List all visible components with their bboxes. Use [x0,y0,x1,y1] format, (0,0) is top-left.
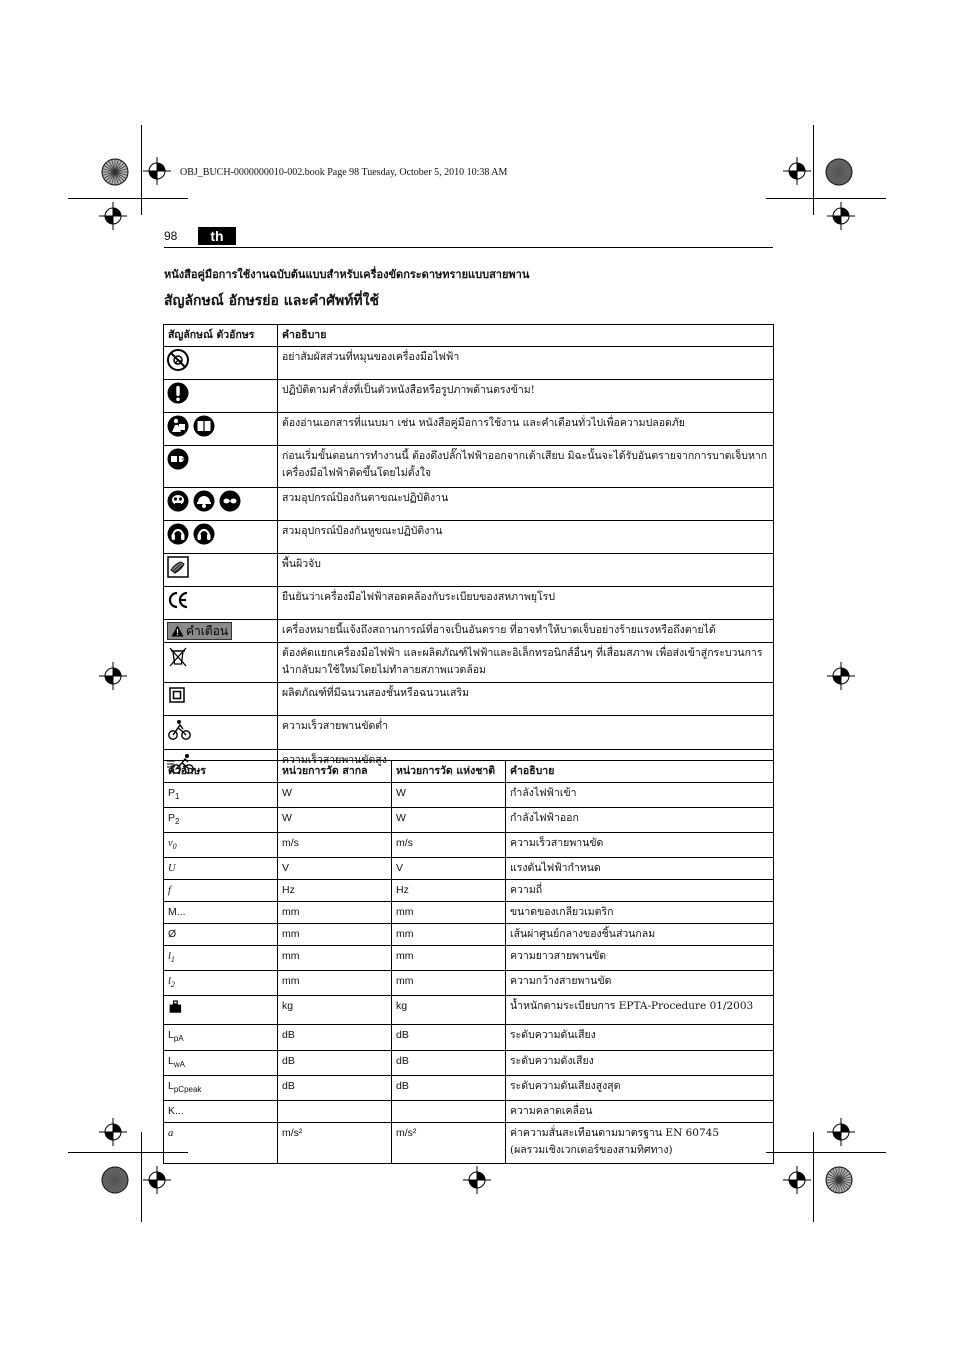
warning-label-text: คำเตือน [186,624,229,638]
registration-mark-icon [783,1166,811,1198]
table-row [164,946,774,971]
registration-mark-icon [827,1118,855,1150]
table-row [164,1025,774,1050]
double-insulation-icon [167,685,189,713]
description-cell [506,880,774,902]
table-row [164,620,774,643]
symbol-cell [164,554,278,587]
table-row [164,643,774,683]
ear-protection-icon [167,523,189,551]
symbol-text: L [168,1079,174,1092]
si-unit-cell: m/s² [278,1122,392,1163]
symbol-text: P [168,787,176,799]
crop-line [141,125,142,215]
crop-line [813,1132,814,1222]
si-unit-cell: kg [278,996,392,1025]
symbol-cell [164,716,278,750]
description-cell [506,1122,774,1163]
unplug-icon [167,448,189,476]
description-cell [506,1025,774,1050]
symbol-text: a [168,1127,174,1139]
header-rule [164,247,773,248]
symbol-cell [164,833,278,858]
table-row [164,971,774,996]
si-unit-cell [278,1100,392,1122]
symbol-subscript: wA [173,1059,185,1069]
description-cell [506,1075,774,1100]
color-wheel-mark-icon [101,1166,129,1198]
symbol-cell [164,620,278,643]
table-row [164,683,774,716]
table-row [164,587,774,620]
goggles-icon [219,490,241,518]
symbol-cell [164,880,278,902]
description-cell: ต้องอ่านเอกสารที่แนบมา เช่น หนังสือคู่มือการใช้งาน และคำเตือนทั่วไปเพื่อความปลอดภัย [278,413,774,446]
symbol-text: l [168,976,171,988]
description-cell: ก่อนเริ่มขั้นตอนการทำงานนี้ ต้องดึงปลั๊กไฟฟ้าออกจากเต้าเสียบ มิฉะนั้นจะได้รับอันตรายจากการบาดเจ็บหากเครื่องมือไฟฟ้าติดขึ้นโดยไม่ตั้งใจ [278,446,774,488]
description-text: ความเร็วสายพานขัด [510,837,604,850]
si-unit-cell: dB [278,1050,392,1075]
description-cell: ความเร็วสายพานขัดสูง [278,750,774,783]
description-text: ความคลาดเคลื่อน [510,1104,593,1117]
symbol-text: K... [168,1104,184,1117]
registration-mark-icon [783,157,811,189]
description-text: ค่าความสั่นสะเทือนตามมาตรฐาน EN 60745 [510,1126,719,1139]
description-text: ขนาดของเกลียวเมตริก [510,906,614,919]
symbol-text: P [168,812,176,825]
registration-mark-icon [99,202,127,234]
table-row [164,554,774,587]
table-row [164,1100,774,1122]
national-unit-cell: mm [392,924,506,946]
symbol-text: f [168,885,171,897]
color-wheel-mark-icon [825,158,853,190]
ce-mark-icon [167,589,189,617]
symbol-text: l [168,951,171,963]
symbol-cell [164,380,278,413]
ear-protection-icon [193,523,215,551]
symbol-cell [164,783,278,808]
symbol-cell [164,521,278,554]
description-cell: เครื่องหมายนี้แจ้งถึงสถานการณ์ที่อาจเป็นอันตราย ที่อาจทำให้บาดเจ็บอย่างร้ายแรงหรือถึงตายได้ [278,620,774,643]
symbol-cell [164,924,278,946]
symbol-cell [164,1050,278,1075]
national-unit-cell [392,1100,506,1122]
table-row [164,880,774,902]
page-number: 98 [164,229,178,243]
description-cell [506,996,774,1025]
symbol-cell [164,488,278,521]
table-row [164,446,774,488]
crop-line [766,198,886,199]
si-unit-cell: V [278,858,392,880]
document-title: หนังสือคู่มือการใช้งานฉบับต้นแบบสำหรับเครื่องขัดกระดาษทรายแบบสายพาน [164,268,530,281]
symbol-cell [164,643,278,683]
description-cell: ยืนยันว่าเครื่องมือไฟฟ้าสอดคล้องกับระเบียบของสหภาพยุโรป [278,587,774,620]
national-unit-cell: W [392,783,506,808]
read-manual-icon [167,415,189,443]
si-unit-cell: mm [278,946,392,971]
description-text: ระดับความดันเสียง [510,1029,596,1042]
description-cell: พื้นผิวจับ [278,554,774,587]
description-cell: ต้องคัดแยกเครื่องมือไฟฟ้า และผลิตภัณฑ์ไฟฟ้าและอิเล็กทรอนิกส์อื่นๆ ที่เสื่อมสภาพ เพื่อส่งเข้าสู่กระบวนการนำกลับมาใช้ใหม่โดยไม่ทำลายสภาพแวดล้อม [278,643,774,683]
color-wheel-mark-icon [101,158,129,190]
description-cell [506,833,774,858]
national-unit-cell: dB [392,1050,506,1075]
table-header-row [164,325,774,347]
description-cell: ผลิตภัณฑ์ที่มีฉนวนสองชั้นหรือฉนวนเสริม [278,683,774,716]
national-unit-cell: W [392,808,506,833]
column-header: คำอธิบาย [506,761,774,783]
symbol-cell [164,446,278,488]
column-header: หน่วยการวัด สากล [278,761,392,783]
registration-mark-icon [827,662,855,694]
description-cell [506,783,774,808]
description-cell: ปฏิบัติตามคำสั่งที่เป็นตัวหนังสือหรือรูปภาพด้านตรงข้าม! [278,380,774,413]
si-unit-cell: mm [278,924,392,946]
column-header: คำอธิบาย [278,325,774,347]
description-cell: สวมอุปกรณ์ป้องกันตาขณะปฏิบัติงาน [278,488,774,521]
symbol-subscript: pA [173,1034,184,1044]
national-unit-cell: Hz [392,880,506,902]
slow-speed-icon [167,718,194,746]
symbols-table [163,324,774,783]
table-row [164,808,774,833]
column-header: หน่วยการวัด แห่งชาติ [392,761,506,783]
symbol-text: L [168,1054,174,1067]
description-text: ความกว้างสายพานขัด [510,975,612,988]
si-unit-cell: m/s [278,833,392,858]
symbol-cell [164,347,278,380]
table-row [164,858,774,880]
national-unit-cell: dB [392,1025,506,1050]
symbol-subscript: 1 [170,955,175,965]
table-row [164,1122,774,1163]
description-cell [506,808,774,833]
crop-line [68,198,188,199]
symbol-cell [164,858,278,880]
symbol-text: v [168,838,173,850]
helmet-icon [193,490,215,518]
description-cell: ความเร็วสายพานขัดต่ำ [278,716,774,750]
description-cell [506,902,774,924]
symbol-cell [164,1122,278,1163]
color-wheel-mark-icon [825,1166,853,1198]
description-cell: สวมอุปกรณ์ป้องกันหูขณะปฏิบัติงาน [278,521,774,554]
grip-surface-icon [167,556,189,584]
table-row [164,380,774,413]
book-icon [193,415,215,443]
description-cell [506,946,774,971]
description-text: ความถี่ [510,884,543,897]
symbol-subscript: 1 [175,792,180,802]
national-unit-cell: mm [392,946,506,971]
symbol-subscript: 2 [170,980,175,990]
registration-mark-icon [827,202,855,234]
national-unit-cell: V [392,858,506,880]
mandatory-action-icon [167,382,189,410]
print-info-line: OBJ_BUCH-0000000010-002.book Page 98 Tuesday, October 5, 2010 10:38 AM [180,167,508,178]
table-row [164,413,774,446]
face-mask-icon [167,490,189,518]
table-row [164,716,774,750]
table-row [164,521,774,554]
national-unit-cell: dB [392,1075,506,1100]
registration-mark-icon [99,1118,127,1150]
registration-mark-icon [143,1166,171,1198]
units-table [163,760,774,1164]
table-header-row [164,761,774,783]
description-cell [506,1050,774,1075]
table-row [164,783,774,808]
table-row [164,1075,774,1100]
symbol-subscript: 2 [175,817,180,827]
no-touch-rotating-icon [167,349,189,377]
crop-line [766,1152,886,1153]
symbol-cell [164,587,278,620]
table-row [164,924,774,946]
warning-label-icon [167,622,232,640]
symbol-text: Ø [168,928,177,941]
symbol-cell [164,683,278,716]
description-text: เส้นผ่าศูนย์กลางของชิ้นส่วนกลม [510,928,656,941]
si-unit-cell: mm [278,971,392,996]
description-text-line2: (ผลรวมเชิงเวกเตอร์ของสามทิศทาง) [510,1143,673,1156]
si-unit-cell: mm [278,902,392,924]
description-cell [506,971,774,996]
description-text: แรงดันไฟฟ้ากำหนด [510,862,601,875]
national-unit-cell: kg [392,996,506,1025]
table-row [164,833,774,858]
si-unit-cell: W [278,808,392,833]
symbol-cell [164,1025,278,1050]
column-header: สัญลักษณ์ ตัวอักษร [164,325,278,347]
symbol-cell [164,808,278,833]
weee-bin-icon [167,645,189,673]
column-header: ตัวอักษร [164,761,278,783]
si-unit-cell: Hz [278,880,392,902]
symbol-cell [164,413,278,446]
symbol-cell [164,996,278,1025]
si-unit-cell: dB [278,1025,392,1050]
national-unit-cell: mm [392,902,506,924]
language-badge: th [198,227,236,245]
symbol-text: M... [168,906,186,919]
description-cell [506,1100,774,1122]
symbol-cell [164,902,278,924]
symbol-text: L [168,1029,174,1042]
symbol-subscript: 0 [172,842,177,852]
crop-line [141,1132,142,1222]
symbol-text: U [168,863,176,875]
registration-mark-icon [143,157,171,189]
registration-mark-icon [99,662,127,694]
national-unit-cell: m/s² [392,1122,506,1163]
symbol-cell [164,1100,278,1122]
table-row [164,488,774,521]
description-text: น้ำหนักตามระเบียบการ EPTA-Procedure 01/2003 [510,1000,754,1013]
description-cell: อย่าสัมผัสส่วนที่หมุนของเครื่องมือไฟฟ้า [278,347,774,380]
table-row [164,902,774,924]
si-unit-cell: dB [278,1075,392,1100]
symbol-cell [164,971,278,996]
symbol-cell [164,1075,278,1100]
table-row [164,1050,774,1075]
weight-icon [168,998,186,1022]
description-text: กำลังไฟฟ้าเข้า [510,787,577,799]
description-cell [506,858,774,880]
national-unit-cell: m/s [392,833,506,858]
description-text: กำลังไฟฟ้าออก [510,812,579,825]
description-text: ความยาวสายพานขัด [510,950,607,963]
table-row [164,996,774,1025]
symbol-subscript: pCpeak [173,1084,202,1094]
si-unit-cell: W [278,783,392,808]
national-unit-cell: mm [392,971,506,996]
description-text: ระดับความดังเสียง [510,1054,594,1067]
crop-line [813,125,814,215]
registration-mark-icon [463,1166,491,1198]
symbol-cell [164,946,278,971]
description-cell [506,924,774,946]
section-title: สัญลักษณ์ อักษรย่อ และคำศัพท์ที่ใช้ [164,293,379,309]
description-text: ระดับความดันเสียงสูงสุด [510,1079,621,1092]
table-row [164,347,774,380]
